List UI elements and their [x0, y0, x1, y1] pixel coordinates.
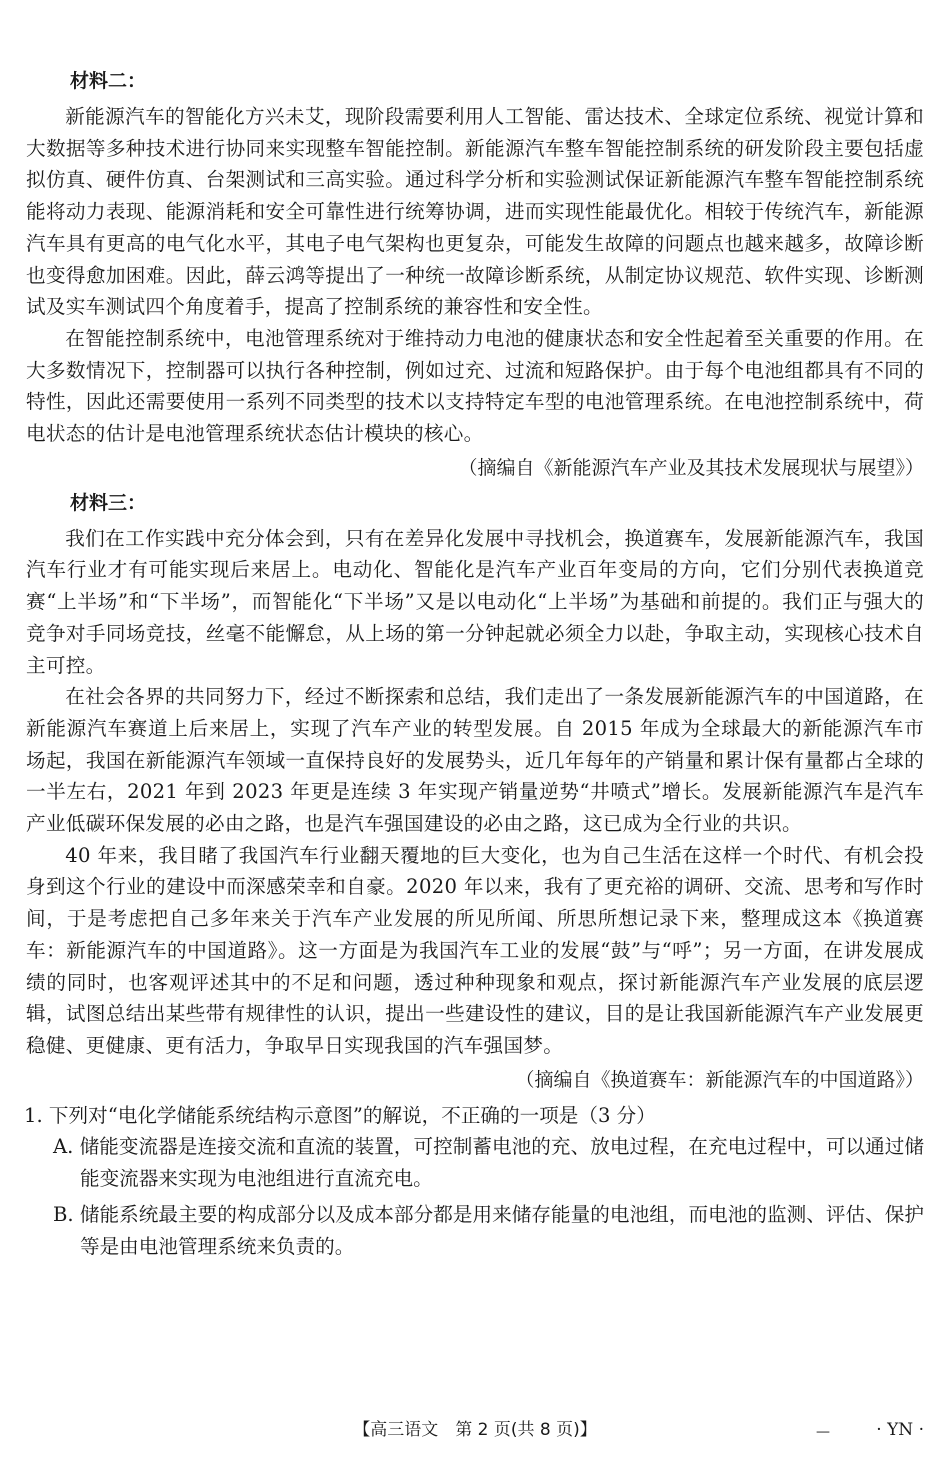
footer-mark: —: [816, 1424, 830, 1440]
material-3-paragraph: 40 年来，我目睹了我国汽车行业翻天覆地的巨大变化，也为自己生活在这样一个时代、有机会投身到这个行业的建设中而深感荣幸和自豪。2020 年以来，我有了更充裕的调研、交流、思考和写作时间，于是考虑把自己多年来关于汽车产业发展的所见所闻、所思所想记录下来，整理成这本《换道赛车：新能源汽车的中国道路》。这一方面是为我国汽车工业的发展“鼓”与“呼”；另一方面，在讲发展成绩的同时，也客观评述其中的不足和问题，透过种种现象和观点，探讨新能源汽车产业发展的底层逻辑，试图总结出某些带有规律性的认识，提出一些建设性的建议，目的是让我国新能源汽车产业发展更稳健、更健康、更有活力，争取早日实现我国的汽车强国梦。: [26, 843, 924, 1057]
page-number-label: 【高三语文 第 2 页(共 8 页)】: [353, 1420, 597, 1440]
material-2-heading: 材料二：: [70, 70, 147, 92]
question-1-option-b: B. 储能系统最主要的构成部分以及成本部分都是用来储存能量的电池组，而电池的监测、评估、保护等是由电池管理系统来负责的。: [53, 1202, 924, 1258]
material-3-heading: 材料三：: [70, 491, 147, 514]
page-content: [26, 62, 924, 1266]
material-2-paragraph: 新能源汽车的智能化方兴未艾，现阶段需要利用人工智能、雷达技术、全球定位系统、视觉计算和大数据等多种技术进行协同来实现整车智能控制。新能源汽车整车智能控制系统的研发阶段主要包括虚拟仿真、硬件仿真、台架测试和三高实验。通过科学分析和实验测试保证新能源汽车整车智能控制系统能将动力表现、能源消耗和安全可靠性进行统筹协调，进而实现性能最优化。相较于传统汽车，新能源汽车具有更高的电气化水平，其电子电气架构也更复杂，可能发生故障的问题点也越来越多，故障诊断也变得愈加困难。因此，薛云鸿等提出了一种统一故障诊断系统，从制定协议规范、软件实现、诊断测试及实车测试四个角度着手，提高了控制系统的兼容性和安全性。: [26, 105, 924, 319]
region-code: · YN ·: [876, 1420, 924, 1440]
page-footer: [0, 1416, 950, 1444]
material-3-paragraph: 在社会各界的共同努力下，经过不断探索和总结，我们走出了一条发展新能源汽车的中国道路，在新能源汽车赛道上后来居上，实现了汽车产业的转型发展。自 2015 年成为全球最大的新能源汽车市场起，我国在新能源汽车领域一直保持良好的发展势头，近几年每年的产销量和累计保有量都占全球的一半左右，2021 年到 2023 年更是连续 3 年实现产销量逆势“井喷式”增长。发展新能源汽车是汽车产业低碳环保发展的必由之路，也是汽车强国建设的必由之路，这已成为全行业的共识。: [26, 685, 924, 836]
material-2-paragraph: 在智能控制系统中，电池管理系统对于维持动力电池的健康状态和安全性起着至关重要的作用。在大多数情况下，控制器可以执行各种控制，例如过充、过流和短路保护。由于每个电池组都具有不同的特性，因此还需要使用一系列不同类型的技术以支持特定车型的电池管理系统。在电池控制系统中，荷电状态的估计是电池管理系统状态估计模块的核心。: [26, 326, 924, 446]
question-1-stem: 1. 下列对“电化学储能系统结构示意图”的解说，不正确的一项是（3 分）: [24, 1103, 656, 1127]
question-1-option-a: A. 储能变流器是连接交流和直流的装置，可控制蓄电池的充、放电过程，在充电过程中，可以通过储能变流器来实现为电池组进行直流充电。: [53, 1135, 924, 1191]
material-3-paragraph: 我们在工作实践中充分体会到，只有在差异化发展中寻找机会，换道赛车，发展新能源汽车，我国汽车行业才有可能实现后来居上。电动化、智能化是汽车产业百年变局的方向，它们分别代表换道竞赛“上半场”和“下半场”，而智能化“下半场”又是以电动化“上半场”为基础和前提的。我们正与强大的竞争对手同场竞技，丝毫不能懈怠，从上场的第一分钟起就必须全力以赴，争取主动，实现核心技术自主可控。: [26, 526, 924, 677]
material-3-source: （摘编自《换道赛车：新能源汽车的中国道路》）: [515, 1068, 924, 1091]
material-2-source: （摘编自《新能源汽车产业及其技术发展现状与展望》）: [458, 456, 924, 479]
